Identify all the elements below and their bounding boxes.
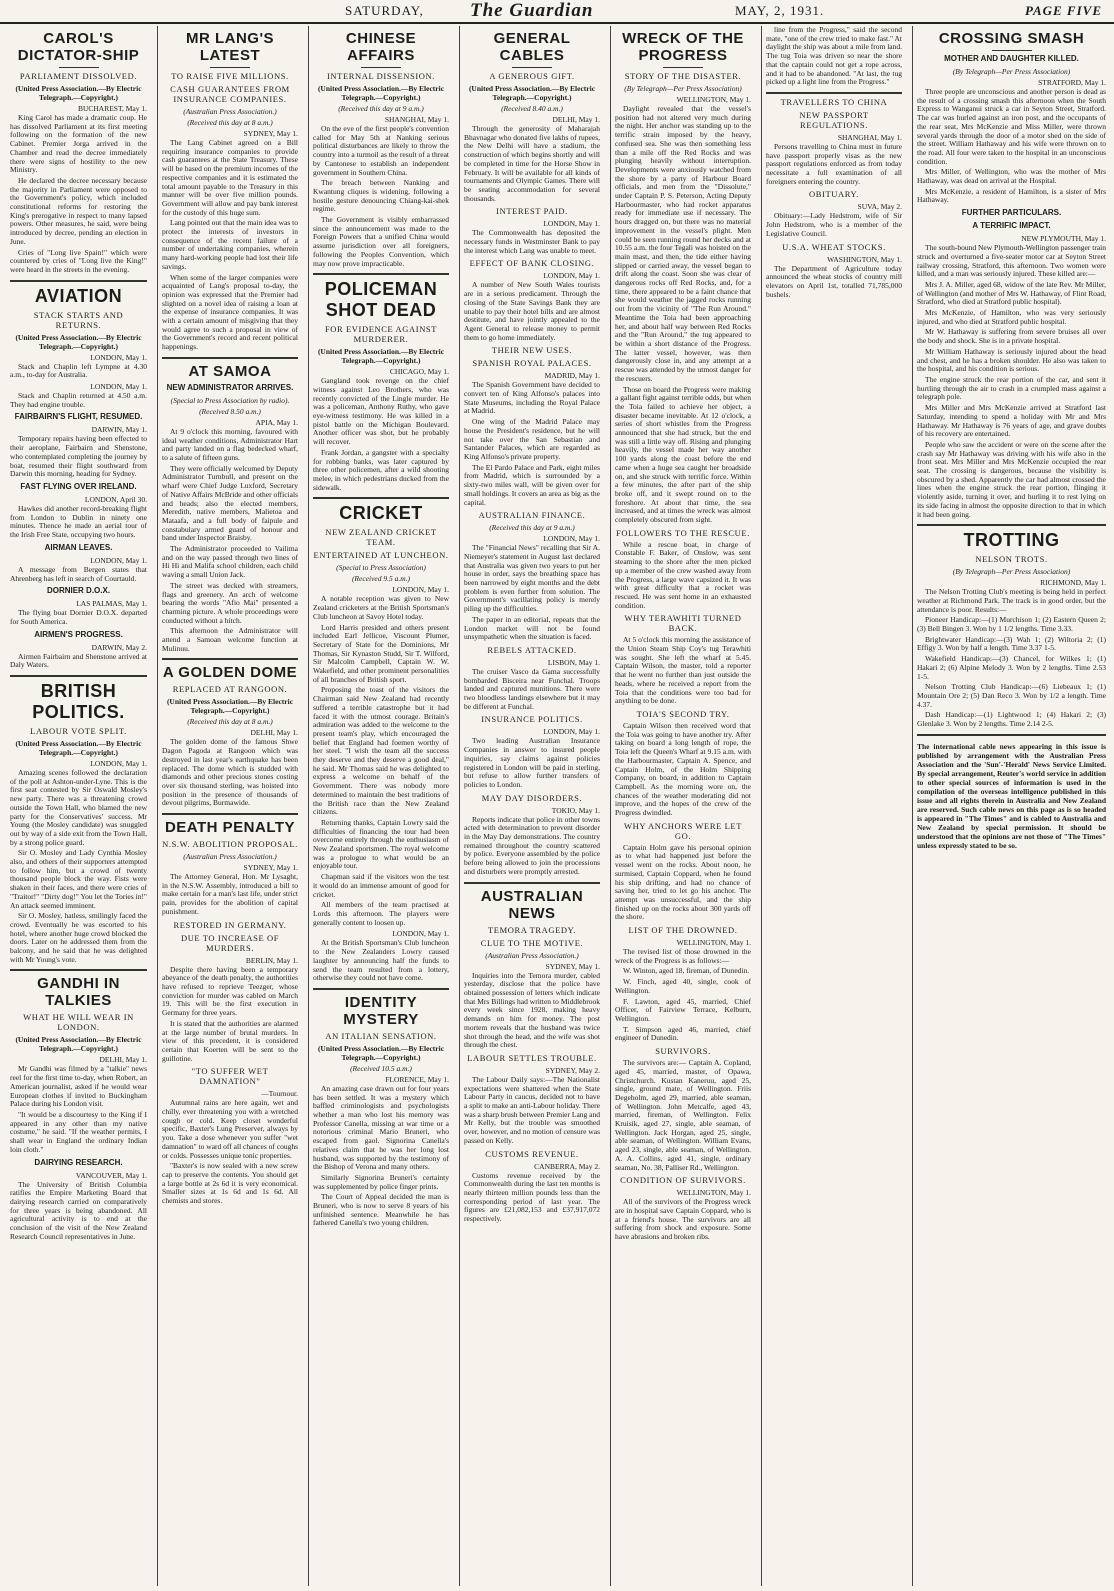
paragraph: Amazing scenes followed the declaration of the poll at Ashton-under-Lyne. This is the first seat contested by Sir Oswald Mosley's new party. There was a threatening crowd outside the Town Hall, who blamed the new party for the Conservatives' success. Mr Young (the Mosley candidate) was snuggled out by way of a side exit from the Town Hall, by a strong police guard. <box>10 768 147 847</box>
subhead: AIRMAN LEAVES. <box>44 542 113 552</box>
subhead: TEMORA TRAGEDY. <box>487 924 577 935</box>
paragraph: The Lang Cabinet agreed on a Bill requiring insurance companies to provide cash guarantees at the State Treasury. These will be based on the premium incomes of the respective companies and it is estimated the total amount payable to the Treasury in this manner will be over five million pounds. Government will allow and pay bank interest for the custody of this huge sum. <box>162 138 298 217</box>
headline-chinese-affairs: CHINESE AFFAIRS <box>345 30 417 64</box>
paragraph: The street was decked with streamers, flags and greenery. An arch of welcome bearing the words "Afio Mai" presented a charming picture. A whole proceedings were conducted without a hitch. <box>162 580 298 625</box>
paragraph: Brightwater Handicap:—(3) Wah 1; (2) Wiltoria 2; (1) Effigy 3. Won by half a length. Time 3.37 1-5. <box>917 634 1106 653</box>
paragraph: They were officially welcomed by Deputy Administrator Turnbull, and present on the wharf were Chief Judge Luxford, Secretary of Native Affairs McBride and other officials and heads; also the elected members, Meredith, native members, Malietoa and Mataafa, and a full body of faipule and constabulary armed guard of honour and band under Inspector Braisby. <box>162 463 298 543</box>
credit: (United Press Association.—By Electric Telegraph.—Copyright.) <box>468 84 596 102</box>
subhead: NEW PASSPORT REGULATIONS. <box>799 109 869 130</box>
column-5 <box>610 26 755 1586</box>
credit: (United Press Association.—By Electric Telegraph.—Copyright.) <box>15 739 142 758</box>
paragraph: Dash Handicap:—(1) Lightwood 1; (4) Hakari 2; (3) Glenlake 3. Won by 2 lengths. Time 2.14 2-5. <box>917 710 1106 729</box>
masthead <box>0 0 1114 24</box>
received-note: (Received this day at 8 a.m.) <box>187 717 273 727</box>
dateline: LISBON, May 1. <box>547 657 600 667</box>
advert-attribution: —Tournour. <box>261 1089 298 1099</box>
dateline: SUVA, May 2. <box>857 202 902 212</box>
credit: (United Press Association.—By Electric Telegraph.—Copyright.) <box>166 697 294 716</box>
column-1 <box>6 26 151 1586</box>
paragraph: Obituary:—Lady Hedstrom, wife of Sir John Hedstrom, who is a member of the Legislative Council. <box>766 211 902 238</box>
paragraph: Lord Harris presided and others present included Earl Jellicoe, Viscount Plumer, Secretary of State for the Dominions, Mr Thomas, Sir Kynaston Studd, Sir T. Wilford, Sir Malcolm Campbell, Captain W. W. Wakefield, and other prominent personalities of all branches of British sport. <box>313 622 449 684</box>
headline-british-politics: BRITISH POLITICS. <box>32 681 125 723</box>
paragraph: Customs revenue received by the Commonwealth during the last ten months is nearly thirteen million pounds less than the corresponding period of last year. The figures are £21,082,153 and £37,917,072 respectively. <box>464 1170 600 1224</box>
paragraph: The Commonwealth has deposited the necessary funds in Westminster Bank to pay the interest which Lang was unable to meet. <box>464 228 600 255</box>
paragraph: Despite there having been a temporary abeyance of the death penalty, the authorities have refused to reprieve Teezger, whose conviction for murder was cabled on March 19. This will be the first execution in Germany for three years. <box>162 964 298 1018</box>
paragraph: Stack and Chaplin left Lympne at 4.30 a.m., to-day for Australia. <box>10 361 147 380</box>
paragraph: Wakefield Handicap:—(3) Chancel, for Wilkes 1; (1) Hakari 2; (6) Alpine Melody 3. Won by 2 lengths. Time 2.53 1-5. <box>917 654 1106 681</box>
subhead: TO RAISE FIVE MILLIONS. <box>171 71 289 81</box>
subhead: STACK STARTS AND RETURNS. <box>33 309 124 330</box>
dateline: WELLINGTON, May 1. <box>676 938 751 948</box>
subhead: TRAVELLERS TO CHINA <box>780 96 888 107</box>
credit: (Australian Press Association.) <box>485 950 579 960</box>
subhead: A GENEROUS GIFT. <box>489 71 575 81</box>
headline-death-penalty: DEATH PENALTY <box>164 819 296 837</box>
paragraph: On the eve of the first people's convention called for May 5th at Nanking serious political disturbances are likely to throw the country into a turmoil as the result of a threat by Cantonese to establish an independent government in Southern China. <box>313 124 449 177</box>
headline-wreck-progress: WRECK OF THE PROGRESS <box>622 30 744 64</box>
paragraph: The Court of Appeal decided the man is Bruneri, who is now to serve 8 years of his unfinished sentence. Meanwhile he has fathered Canella's two young children. <box>313 1192 449 1228</box>
received-note: (Received 9.5 a.m.) <box>351 574 411 584</box>
subhead: FOLLOWERS TO THE RESCUE. <box>616 527 750 538</box>
dateline: CHICAGO, May 1. <box>389 367 449 377</box>
paragraph: The revised list of those drowned in the wreck of the Progress is as follows:— <box>615 947 751 965</box>
paragraph: The breach between Nanking and Kwantung cliques is widening, following a hostile gesture denouncing Chiang-kai-shek regime. <box>313 178 449 214</box>
column-2 <box>157 26 302 1586</box>
subhead: WHAT HE WILL WEAR IN LONDON. <box>23 1012 134 1033</box>
newspaper-page <box>6 26 1110 1586</box>
paragraph: Mrs Miller, of Wellington, who was the mother of Mrs Hathaway, was dead on arrival at the Hospital. <box>917 167 1106 186</box>
subhead: NEW ADMINISTRATOR ARRIVES. <box>166 382 294 392</box>
subhead: MOTHER AND DAUGHTER KILLED. <box>944 54 1079 63</box>
paragraph: Airmen Fairbairn and Shenstone arrived at Daly Waters. <box>10 651 147 670</box>
subhead: MAY DAY DISORDERS. <box>481 792 583 803</box>
paragraph: Mr William Hathaway is seriously injured about the head and chest, and he has a broken shoulder. He also was taken to the hospital, and his condition is serious. <box>917 346 1106 374</box>
dateline: VANCOUVER, May 1. <box>75 1170 147 1180</box>
paragraph: People who saw the accident or were on the scene after the crash say Mr Hathaway was driving with his wife also in the front seat. Mrs Miller and Mrs McKenzie occupied the rear seat. The crossing is dangerous, because the visibility is obscured by a shed. Apparently the car had almost crossed the lines when the engine struck the rear portion, flinging it violently aside, turning it over, and hurling it to rest lying on its side facing in almost the opposite direction to that in which it had been going. <box>917 439 1106 519</box>
dateline: LONDON, May 1. <box>90 759 147 769</box>
paragraph: Daylight revealed that the vessel's position had not altered very much during the night. Her anchor was standing up to the terrific strain imposed by the heavy, confused sea. She was then something less than a mile off the Red Rocks and was plunging heavily without interruption. Developments were anxiously watched from the shore by a party of Harbour Board officials, and men from the "Dissolute," under Captain P. S. Peterson, Acting Deputy Harbourmaster, who had rocket apparatus ready for immediate use if necessary. The hours dragged on, but there was no material improvement in the vessel's plight. Men could be seen running round her decks and at 10.55 a.m. the four Tegali was hoisted on the main mast, and then, the tide either having slipped or carried away, the vessel began to drift along the coast. Soon she was clear of dangerous rocks off Red Rocks, and, for a time, there appeared to be a faint chance that she would weather the jagged rocks running out from the vicinity of "The Run Around." Meantime the Toia had been approaching her, and about half way between Red Rocks and the "Run Around," the tug appeared to be within a short distance of the Progress. The latter vessel, however, was then dangerously close in, and any attempt at a rescue was attended by the utmost danger for the rescuers. <box>615 104 751 383</box>
credit: (Australian Press Association.) <box>183 107 277 116</box>
subhead: U.S.A. WHEAT STOCKS. <box>782 241 886 252</box>
headline-australian-news: AUSTRALIAN NEWS <box>480 887 584 922</box>
dateline: LONDON, May 1. <box>543 271 600 281</box>
paragraph: The Administrator proceeded to Vailima and on the way passed through two lines of Hi Hi and Malifa school children, each child waving a small Union Jack. <box>162 544 298 580</box>
dateline: LONDON, May 1. <box>90 382 147 392</box>
paragraph: At 5 o'clock this morning the assistance of the Union Steam Ship Coy's tug Terawhiti was sought. She left the wharf at 5.45. Captain Wilson, the master, told a reporter that he went no further than just outside the heads, where he received a report from the Toia that the conditions were too bad for anything to be done. <box>615 635 751 706</box>
dateline: BUCHAREST, May 1. <box>77 104 147 113</box>
subhead: DAIRYING RESEARCH. <box>34 1157 123 1167</box>
credit: (Special to Press Association by radio). <box>170 395 290 405</box>
paragraph: The golden dome of the famous Shwe Dagon Pagoda at Rangoon which was destroyed in last year's earthquake has been replaced. The dome which is studded with diamonds and other precious stones costing over six thousand sterling, was hoisted into position in the presence of thousands of devout pilgrims, Burmawide. <box>162 737 298 808</box>
received-note: (Received 8.40 a.m.) <box>501 104 563 113</box>
subhead: ENTERTAINED AT LUNCHEON. <box>313 550 449 561</box>
paragraph: The paper in an editorial, repeats that the London market will not be found unsympathetic when the situation is faced. <box>464 614 600 642</box>
subhead: EFFECT OF BANK CLOSING. <box>469 258 595 269</box>
paragraph: Captain Wilson then received word that the Toia was going to have another try. After taking on board a long length of rope, the Toia left the Queen's Wharf at 9.15 a.m. with the Harbourmaster, Captain A. Spence, and Captain Holm, of the Holm Shipping Company, on board, in addition to Captain Campbell. As the morning wore on, the chances of the weather moderating did not improve, and the hopes of the crew of the Progress dwindled. <box>615 721 751 818</box>
credit: (United Press Association.—By Electric Telegraph.—Copyright.) <box>317 347 445 366</box>
headline-carol: CAROL'S DICTATOR-SHIP <box>17 30 140 64</box>
paragraph: W. Winton, aged 18, fireman, of Dunedin. <box>623 966 750 976</box>
paragraph: The Spanish Government have decided to convert ten of King Alfonso's palaces into State Museums, including the Royal Palace at Madrid. <box>464 380 600 416</box>
cable-news-notice: The international cable news appearing in this issue is published by arrangement with the Australian Press Association and the 'Sun'-'Herald' News Service Limited. By special arrangement, Reuter's world service in addition to other special sources of information is used in the compilation of the overseas intelligence published in this issue and all rights therein in Australia and New Zealand are reserved. Such cable news on this page as is so headed is appeared in "The Times" and is cabled to Australia and New Zealand by special permission. It should be understood that the opinions are not those of "The Times" unless expressly stated to be so. <box>917 741 1106 850</box>
masthead-page: PAGE FIVE <box>1024 3 1102 18</box>
dateline: LAS PALMAS, May 1. <box>76 599 147 609</box>
dateline: DARWIN, May 1. <box>91 425 147 435</box>
paragraph: At 9 o'clock this morning, favoured with ideal weather conditions, Administrator Hart and party landed on a flag bedecked wharf, to a salute of fifteen guns. <box>162 426 298 462</box>
paragraph: The Attorney General, Hon. Mr Lysaght, in the N.S.W. Assembly, introduced a bill to make certain for a man's last life, under strict pain, provides for the abolition of capital punishment. <box>162 872 298 916</box>
advert-quote: "TO SUFFER WET DAMNATION" <box>191 1066 269 1087</box>
subhead: SPANISH ROYAL PALACES. <box>472 358 592 369</box>
subhead: FAST FLYING OVER IRELAND. <box>20 481 137 491</box>
paragraph: An amazing case drawn out for four years has been settled. It was a mystery which baffled criminologists and psychologists whether a man who lost his memory was Professor Canella, missing at war time or a notorious criminal Mario Bruneri, who escaped from gaol. Signorina Canella's relatives claim that he was her long lost husband, was supported by the testimony of the Bishop of Verona and many others. <box>313 1083 449 1172</box>
paragraph: A notable reception was given to New Zealand cricketers at the British Sportsman's Club luncheon at Savoy Hotel today. <box>313 594 449 621</box>
subhead: CUSTOMS REVENUE. <box>485 1148 579 1159</box>
paragraph: It is stated that the authorities are alarmed at the large number of brutal murders. In view of this precedent, it is considered certain that Koerten will be sent to the guillotine. <box>162 1018 298 1063</box>
dateline: DELHI, May 1. <box>250 728 298 738</box>
subhead: RESTORED IN GERMANY. <box>173 919 287 930</box>
column-6 <box>761 26 906 1586</box>
dateline: SYDNEY, May 2. <box>545 1065 600 1075</box>
subhead: WHY TERAWHITI TURNED BACK. <box>624 613 742 634</box>
subhead: AN ITALIAN SENSATION. <box>325 1030 437 1041</box>
dateline: MADRID, May 1. <box>544 371 600 381</box>
dateline: SYDNEY, May 1. <box>243 129 298 138</box>
paragraph: Similarly Signorina Bruneri's certainty was supplemented by police finger prints. <box>313 1172 449 1191</box>
paragraph: Returning thanks, Captain Lowry said the difficulties of financing the tour had been overcome entirely through the enthusiasm of New Zealand sportsmen. The royal welcome was a prologue to what would be an enjoyable tour. <box>313 817 449 871</box>
subhead: INTERNAL DISSENSION. <box>326 71 435 81</box>
paragraph: Nelson Trotting Club Handicap:—(6) Liebeaux 1; (1) Mountain Ore 2; (5) Dan Reco 3. Won by 1/2 a length. Time 4.37. <box>917 682 1106 709</box>
column-3 <box>308 26 453 1586</box>
paragraph: All members of the team practised at Lords this afternoon. The players were generally content to loosen up. <box>313 900 449 927</box>
paragraph: Mr Gandhi was filmed by a "talkie" news reel for the first time to-day, when Robert, an American journalist, asked if he would wear European clothes if invited to Buckingham Palace during his London visit. <box>10 1064 147 1109</box>
paragraph: Stack and Chaplin returned at 4.50 a.m. They had engine trouble. <box>10 391 147 409</box>
paragraph: line from the Progress," said the second mate, "one of the crew tried to make fast." At daylight the ship was about a mile from land. The tug Toia was driven so near the shore that the captain could not get a rope across, and it had to be abandoned. "At last, the tug picked up a light line from the Progress." <box>766 26 902 87</box>
paragraph: The south-bound New Plymouth-Wellington passenger train struck and overturned a five-seater motor car at Seyton Street railway crossing, Stratford, this afternoon. Two women were killed, and a man was seriously injured. These killed are:— <box>917 243 1106 279</box>
subhead: NELSON TROTS. <box>975 554 1048 565</box>
subhead: SURVIVORS. <box>655 1046 711 1057</box>
subhead: OBITUARY. <box>809 189 859 200</box>
subhead: TOIA'S SECOND TRY. <box>636 709 730 719</box>
paragraph: The "Financial News" recalling that Sir A. Niemeyer's statement in August last declared that Australia was given two years to put her house in order, says the breathing space has been narrowed by eight months and the debt problem is even further from solution. The Government's vacillating policy is merely piling up the difficulties. <box>464 543 600 614</box>
paragraph: Lang pointed out that the main idea was to protect the interests of investors in consequence of the recent failure of a number of undertaking companies, wherein many hard-working people had lost their life savings. <box>162 218 298 271</box>
headline-trotting: TROTTING <box>963 530 1060 551</box>
dateline: LONDON, May 1. <box>392 929 449 939</box>
paragraph: One wing of the Madrid Palace may house the President's residence, but he will not take over the San Sebastian and Santander Palaces, which are regarded as King Alfonso's private property. <box>464 417 600 461</box>
received-note: (Received 8.50 a.m.) <box>199 406 261 416</box>
paragraph: Mrs J. A. Miller, aged 68, widow of the late Rev. Mr Miller, of Wellington (and mother of Mrs W. Hathaway, of Flint Road, Stratford, who died at Stratford public hospital). <box>917 279 1106 307</box>
paragraph: The Nelson Trotting Club's meeting is being held in perfect weather at Richmond Park. The track is in good order, but the attendance is poor. Results:— <box>917 587 1106 614</box>
dateline: RICHMOND, May 1. <box>1040 578 1106 588</box>
paragraph: Reports indicate that police in other towns acted with determination to prevent disorder in the May Day demonstrations. The country remained throughout the country scattered by police. Everyone assembled by the police before being allowed to join the processions and disturbers were promptly arrested. <box>464 814 600 876</box>
paragraph: King Carol has made a dramatic coup. He has dissolved Parliament at its first meeting following on the formation of the new Cabinet. Premier Jorga arrived in the Chamber and read the decree immediately there were signs of hostility to the new Ministry. <box>10 113 147 175</box>
paragraph: Sir O. Mosley and Lady Cynthia Mosley also, and others of their supporters attempted to follow him, but a crowd of twenty thousand people block the way. Fists were shaken in their faces, and there were cries of "Traitor!" "Dirty dog!" You let the Tories in!" An attack seemed imminent. <box>10 848 147 910</box>
credit: (United Press Association.—By Electric Telegraph.—Copyright.) <box>317 1043 445 1062</box>
paragraph: At the British Sportsman's Club luncheon to the New Zealanders Lowry caused laughter by announcing half the funds to send the team resulted from a lottery, otherwise they could not have come. <box>313 938 449 983</box>
subhead: AIRMEN'S PROGRESS. <box>34 629 123 639</box>
credit: (United Press Association.—By Electric Telegraph.—Copyright.) <box>317 84 445 102</box>
received-note: (Received this day at 9 a.m.) <box>338 104 424 113</box>
dateline: DARWIN, May 2. <box>91 642 147 652</box>
column-4 <box>459 26 604 1586</box>
paragraph: When some of the larger companies were acquainted of Lang's proposal to-day, the opinion was expressed that the Premier had slighted on a novel idea of raising a loan at the expense of insurance companies. It was with a certain amount of misgiving that they would agree to such a proposal in view of the Government's record and recent political happenings. <box>162 272 298 352</box>
subhead: DUE TO INCREASE OF MURDERS. <box>180 932 280 953</box>
paragraph: The survivors are:— Captain A. Copland, aged 45, married, master, of Opawa, Christchurch. Kustan Kaneruu, aged 25, single, ground mate, of Wellington. Friis Degeholm, aged 29, married, able seaman, of Wellington. John Metcalfe, aged 43, married, fireman, of Wellington. Felix Kruisik, aged 27, single, able seaman, of Wellington. Jack Horgan, aged 25, single, able seaman, of Wellington. William Evans, aged 23, single, able seaman, of Wellington. A. A. Collins, aged 41, single, ordinary seaman, No. 38, Palliser Rd., Wellington. <box>615 1058 751 1172</box>
paragraph: The Department of Agriculture today announced the wheat stocks of country mill elevators on April 1st, totalled 71,785,000 bushels. <box>766 263 902 299</box>
headline-general-cables: GENERAL CABLES <box>493 30 571 64</box>
subhead: LABOUR VOTE SPLIT. <box>30 726 127 737</box>
headline-lang: MR LANG'S LATEST <box>185 30 275 64</box>
paragraph: W. Finch, aged 40, single, cook of Wellington. <box>615 977 751 995</box>
paragraph: "Baxter's is now sealed with a new screw cap to preserve the contents. You should get a large bottle at 2s 6d it is very economical. Smaller sizes at 1s 6d and 1s 6d. All chemists and stores. <box>162 1161 298 1206</box>
paragraph: Autumnal rains are here again, wet and chilly, ever threatening you with a wretched cough or cold. Keep closet wonderful specific, Baxter's Lung Preserver, always by you. Take a dose whenever you suffer "wet damnation" to ward off all chances of coughs or colds. Possesses unique tonic properties. <box>162 1098 299 1160</box>
paragraph: The University of British Columbia ratifies the Empire Marketing Board that dairying research carried on comparatively for three years is being abandoned. All agricultural activity is to end at the conclusion of the visit of the New Zealand Research Council representatives in June. <box>10 1179 147 1241</box>
headline-cricket: CRICKET <box>339 503 423 524</box>
dateline: SYDNEY, May 1. <box>243 863 298 873</box>
dateline: WELLINGTON, May 1. <box>676 95 751 104</box>
subhead: REBELS ATTACKED. <box>487 644 577 655</box>
subhead: CONDITION OF SURVIVORS. <box>620 1175 746 1186</box>
dateline: NEW PLYMOUTH, May 1. <box>1021 234 1106 244</box>
paragraph: A number of New South Wales tourists are in a serious predicament. Through the closing of the State Savings Bank they are unable to pay their hotel bills and are almost destitute, and have jointly appealed to the Agent General to release money to permit them to go home immediately. <box>464 280 600 342</box>
credit: (By Telegraph—Per Press Association) <box>952 67 1071 76</box>
paragraph: Persons travelling to China must in future have passport properly visas as the new passport regulations enforced as from today necessitate a full examination of all foreigners entering the country. <box>766 141 902 186</box>
paragraph: Mrs Miller and Mrs McKenzie arrived at Stratford last Saturday, intending to spend a holiday with Mr and Mrs Hathaway. Mr Hathaway is 76 years of age, and grave doubts of his recovery are entertained. <box>917 403 1106 439</box>
subhead: INSURANCE POLITICS. <box>481 714 583 725</box>
headline-policeman: POLICEMAN SHOT DEAD <box>324 279 438 321</box>
subhead: FAIRBAIRN'S FLIGHT, RESUMED. <box>14 412 143 422</box>
headline-aviation: AVIATION <box>34 285 123 306</box>
dateline: DELHI, May 1. <box>99 1055 147 1065</box>
paragraph: Inquiries into the Temora murder, cabled yesterday, disclose that the police have obtained possession of letters which indicate that Mrs Billings had written to Middlebrook every week since 1928, making heavy demands on him for money. The post mortem reveals that the husband was twice shot through the head, and the wife was shot through the chest. <box>464 970 600 1050</box>
credit: (By Telegraph—Per Press Association) <box>952 567 1071 577</box>
received-note: (Received this day at 9 a.m.) <box>489 523 575 533</box>
dateline: LONDON, May 1. <box>543 727 600 737</box>
masthead-date: MAY, 2, 1931. <box>735 3 825 18</box>
subhead: AUSTRALIAN FINANCE. <box>478 510 586 521</box>
headline-golden-dome: A GOLDEN DOME <box>162 664 298 682</box>
dateline: LONDON, May 1. <box>90 555 147 565</box>
masthead-title: The Guardian <box>470 0 594 21</box>
paragraph: This afternoon the Administrator will attend a Samoan welcome function at Mulinuu. <box>162 626 298 653</box>
paragraph: Mrs McKenzie, of Hamilton, who was very seriously injured, and who died at Stratford public hospital. <box>917 308 1106 326</box>
subhead: NEW ZEALAND CRICKET TEAM. <box>325 527 437 548</box>
paragraph: Cries of "Long live Spain!" which were countered by cries of "Long live the King!" were heard in the streets in the evening. <box>10 247 147 274</box>
paragraph: Mr W. Hathaway is suffering from severe bruises all over the body and shock. She is in a private hospital. <box>917 327 1106 346</box>
dateline: WELLINGTON, May 1. <box>676 1188 751 1198</box>
subhead: INTEREST PAID. <box>496 206 568 217</box>
paragraph: The flying boat Dornier D.O.X. departed for South America. <box>10 608 147 626</box>
paragraph: The Labour Daily says:—The Nationalist expectations were shattered when the State Labour Party in caucus, decided not to have a split to make an anti-Labour holiday. There was a sharp brush between Premier Lang and Mr Kelly, but the trouble was smoothed over, however, and no motion of censure was passed on Kelly. <box>464 1074 600 1145</box>
headline-samoa: AT SAMOA <box>188 362 272 380</box>
paragraph: The Government is visibly embarrassed since the announcement was made to the Foreign Powers that a unified China would assume jurisdiction over all foreigners, following the Peoples Convention, which may now prove impracticable. <box>313 215 449 268</box>
credit: (Special to Press Association) <box>336 563 426 573</box>
subhead: FURTHER PARTICULARS. <box>961 208 1062 218</box>
dateline: APIA, May 1. <box>255 417 298 427</box>
paragraph: He declared the decree necessary because the majority in Parliament were opposed to the Government's policy, which included constitutional reforms for restoring the King's prerogative in respect to many lapsed powers. Other measures, he said, were being introduced by decree, pending an election in June. <box>10 175 147 246</box>
headline-gandhi: GANDHI IN TALKIES <box>37 975 120 1010</box>
dateline: SHANGHAI, May 1. <box>384 115 449 124</box>
dateline: LONDON, May 1. <box>90 352 147 362</box>
credit: (United Press Association.—By Electric Telegraph.—Copyright.) <box>15 332 142 351</box>
paragraph: "It would be a discourtesy to the King if I appeared in any other than my native costume," he said. "If the weather permits, I shall wear in England the ordinary Indian loin cloth." <box>10 1110 147 1154</box>
headline-identity-mystery: IDENTITY MYSTERY <box>343 993 419 1028</box>
subhead: LABOUR SETTLES TROUBLE. <box>467 1052 597 1063</box>
paragraph: Captain Holm gave his personal opinion as to what had happened just before the vessel went on the rocks. About noon, he surmised, Captain Coppard, when he found his ship drifting, and had no chance of saving her, tried to let go his anchor. The attempt was unsuccessful, and the ship finished up on the rocks about 300 yards off the shore. <box>615 842 751 922</box>
paragraph: All of the survivors of the Progress wreck are in hospital save Captain Coppard, who is at a friend's house. The survivors are all suffering from shock and exposure. Some have abrasions and broken ribs. <box>615 1197 751 1242</box>
dateline: DELHI, May 1. <box>552 115 600 124</box>
dateline: WASHINGTON, May 1. <box>827 254 902 264</box>
paragraph: The engine struck the rear portion of the car, and sent it hurtling through the air to crash in a crumpled mass against a telegraph pole. <box>917 374 1106 402</box>
subhead: STORY OF THE DISASTER. <box>624 71 742 81</box>
paragraph: The El Pardo Palace and Park, eight miles from Madrid, which is surrounded by a sixty-two miles wall, will be given over for small holdings. It covers an area as big as the capital. <box>464 462 600 507</box>
paragraph: T. Simpson aged 46, married, chief engineer of Dunedin. <box>615 1024 751 1043</box>
dateline: CANBERRA, May 2. <box>534 1161 600 1171</box>
subhead: A TERRIFIC IMPACT. <box>972 221 1051 231</box>
credit: (United Press Association.—By Electric Telegraph.—Copyright.) <box>15 1035 142 1054</box>
paragraph: Those on board the Progress were making a gallant fight against terrible odds, but when the Toia failed to achieve her object, a disaster became inevitable. At 12 o'clock, a series of short whistles from the Progress announced that she had struck, but the end was still a little way off. Rising and plunging heavily, the vessel made her way another 100 yards along the coast before the end came when a huge sea caught her broadside on, and she struck with terrific force. Within a few minutes, the after part of the ship broke off, and it swept round on to the foreshore. At about that time, the sea increased, and at times the wreck was almost completely obscured from sight. <box>615 384 751 525</box>
subhead: CASH GUARANTEES FROM INSURANCE COMPANIES. <box>170 84 290 104</box>
paragraph: While a rescue boat, in charge of Constable F. Baker, of Onslow, was sent steaming to the shore after the men picked up a member of the crew washed away from the Progress, a large wave capsized it. It was with great difficulty that a rocket was rescued. He was sent home in an exhausted condition. <box>615 539 751 610</box>
credit: (Australian Press Association.) <box>183 852 277 862</box>
paragraph: Two leading Australian Insurance Companies in answer to insured people inquiries, say claims against policies registered in London will be paid in sterling, but refuse to allow further transfers of policies to London. <box>464 736 600 789</box>
paragraph: Frank Jordan, a gangster with a specialty for robbing banks, was later captured by three other policemen, after a wild shooting melee, in which pedestrians ducked from the sidewalk. <box>313 447 449 492</box>
dateline: FLORENCE, May 1. <box>385 1074 449 1084</box>
paragraph: Hawkes did another record-breaking flight from London to Dublin in ninety one minutes. Thence he made an aerial tour of the Irish Free State, occupying two hours. <box>10 503 147 540</box>
masthead-day: SATURDAY, <box>345 3 424 18</box>
paragraph: F. Lawton, aged 45, married, Chief Officer, of Fairview Terrace, Kelburn, Wellington. <box>615 996 751 1023</box>
paragraph: Pioneer Handicap:—(1) Murchison 1; (2) Eastern Queen 2; (3) Bell Bingen 3. Won by 1 1/2 lengths. Time 3.33. <box>917 615 1106 634</box>
dateline: BERLIN, May 1. <box>245 955 298 965</box>
received-note: (Received this day at 8 a.m.) <box>187 118 273 127</box>
headline-crossing-smash: CROSSING SMASH <box>938 30 1085 47</box>
subhead: THEIR NEW USES. <box>491 345 573 356</box>
subhead: FOR EVIDENCE AGAINST MURDERER. <box>324 324 438 345</box>
paragraph: Sir O. Mosley, hatless, smilingly faced the crowd. Eventually he was escorted to his hotel, where another huge crowd blocked the doors. Later on he addressed them from the balcony, and he said that he was delighted with Mr Young's vote. <box>10 911 147 964</box>
dateline: TOKIO, May 1. <box>551 805 600 815</box>
dateline: LONDON, May 1. <box>543 534 600 544</box>
credit: (United Press Association.—By Electric Telegraph.—Copyright.) <box>15 84 142 102</box>
dateline: LONDON, May 1. <box>543 219 600 229</box>
column-7 <box>912 26 1110 1586</box>
paragraph: Temporary repairs having been effected to their aeroplane, Fairbairn and Shenstone, who contemplated completing the journey by boat, resumed their flight southward from Darwin this morning, heading for Sydney. <box>10 434 147 479</box>
subhead: PARLIAMENT DISSOLVED. <box>19 71 138 81</box>
subhead: DORNIER D.O.X. <box>46 586 111 596</box>
dateline: STRATFORD, May 1. <box>1038 78 1106 87</box>
dateline: LONDON, April 30. <box>84 494 147 504</box>
paragraph: Mrs McKenzie, a resident of Hamilton, is a sister of Mrs Hathaway. <box>917 186 1106 205</box>
subhead: N.S.W. ABOLITION PROPOSAL. <box>162 839 298 850</box>
credit: (By Telegraph—Per Press Association) <box>624 84 742 93</box>
subhead: WHY ANCHORS WERE LET GO. <box>623 820 742 841</box>
dateline: SHANGHAI, May 1. <box>837 132 902 142</box>
paragraph: The cruiser Vasco da Gama successfully bombarded Bisceira near Funchal. Troops landed and captured munitions. There were two bloodless landings elsewhere but it may be different at Funchal. <box>464 666 600 711</box>
paragraph: Through the generosity of Maharajah Bhavnagar who donated five lakhs of rupees, the New Delhi will have a stadium, the construction of which begins shortly and will be completed in time for the Horse Show in February. It will be available for all kinds of tournaments and Olympic Games. There will be seating accommodation for several thousands. <box>464 124 600 203</box>
paragraph: Proposing the toast of the visitors the Chairman said New Zealand had recently suffered a terrible catastrophe but it had faced it with the utmost courage. Britain's admiration was added to the welcome to the present team's play, which encouraged the belief that England had foemen worthy of her steel. "I wish the team all the success they deserve and they deserve a good deal," he said. Mr Thomas said he was delighted to express a welcome on behalf of the Government. There was nobody more determined to maintain the best traditions of the British race than the New Zealand citizens. <box>313 685 449 817</box>
paragraph: A message from Bergen states that Ahrenberg has left in search of Courtauld. <box>10 564 147 583</box>
subhead: CLUE TO THE MOTIVE. <box>480 937 584 948</box>
paragraph: Three people are unconscious and another person is dead as the result of a crossing smash this afternoon when the South Express to Wanganui struck a car in Seyton Street, Stratford. The car was hurled against an iron post, and the occupants of the rear seat, Mrs McKenzie and Miss Miller, were thrown several yards through the door of a motor shed on the side of the street. William Hathaway and his wife were thrown on to the road. All four were taken to the hospital in an unconscious condition. <box>917 87 1106 166</box>
subhead: LIST OF THE DROWNED. <box>628 925 738 936</box>
received-note: (Received 10.5 a.m.) <box>350 1063 412 1073</box>
dateline: LONDON, May 1. <box>392 585 449 595</box>
subhead: REPLACED AT RANGOON. <box>172 684 288 695</box>
dateline: SYDNEY, May 1. <box>545 961 600 971</box>
paragraph: Gangland took revenge on the chief witness against Leo Brothers, who was recently convicted of the Lingle murder. He was a policeman, Anthony Ruthy, who gave eye-witness testimony. He was killed in a pistol battle on the Michigan Boulevard. Another officer was shot, but he probably will recover. <box>313 376 449 447</box>
paragraph: Chapman said if the visitors won the test it would do an immense amount of good for cricket. <box>313 872 449 899</box>
